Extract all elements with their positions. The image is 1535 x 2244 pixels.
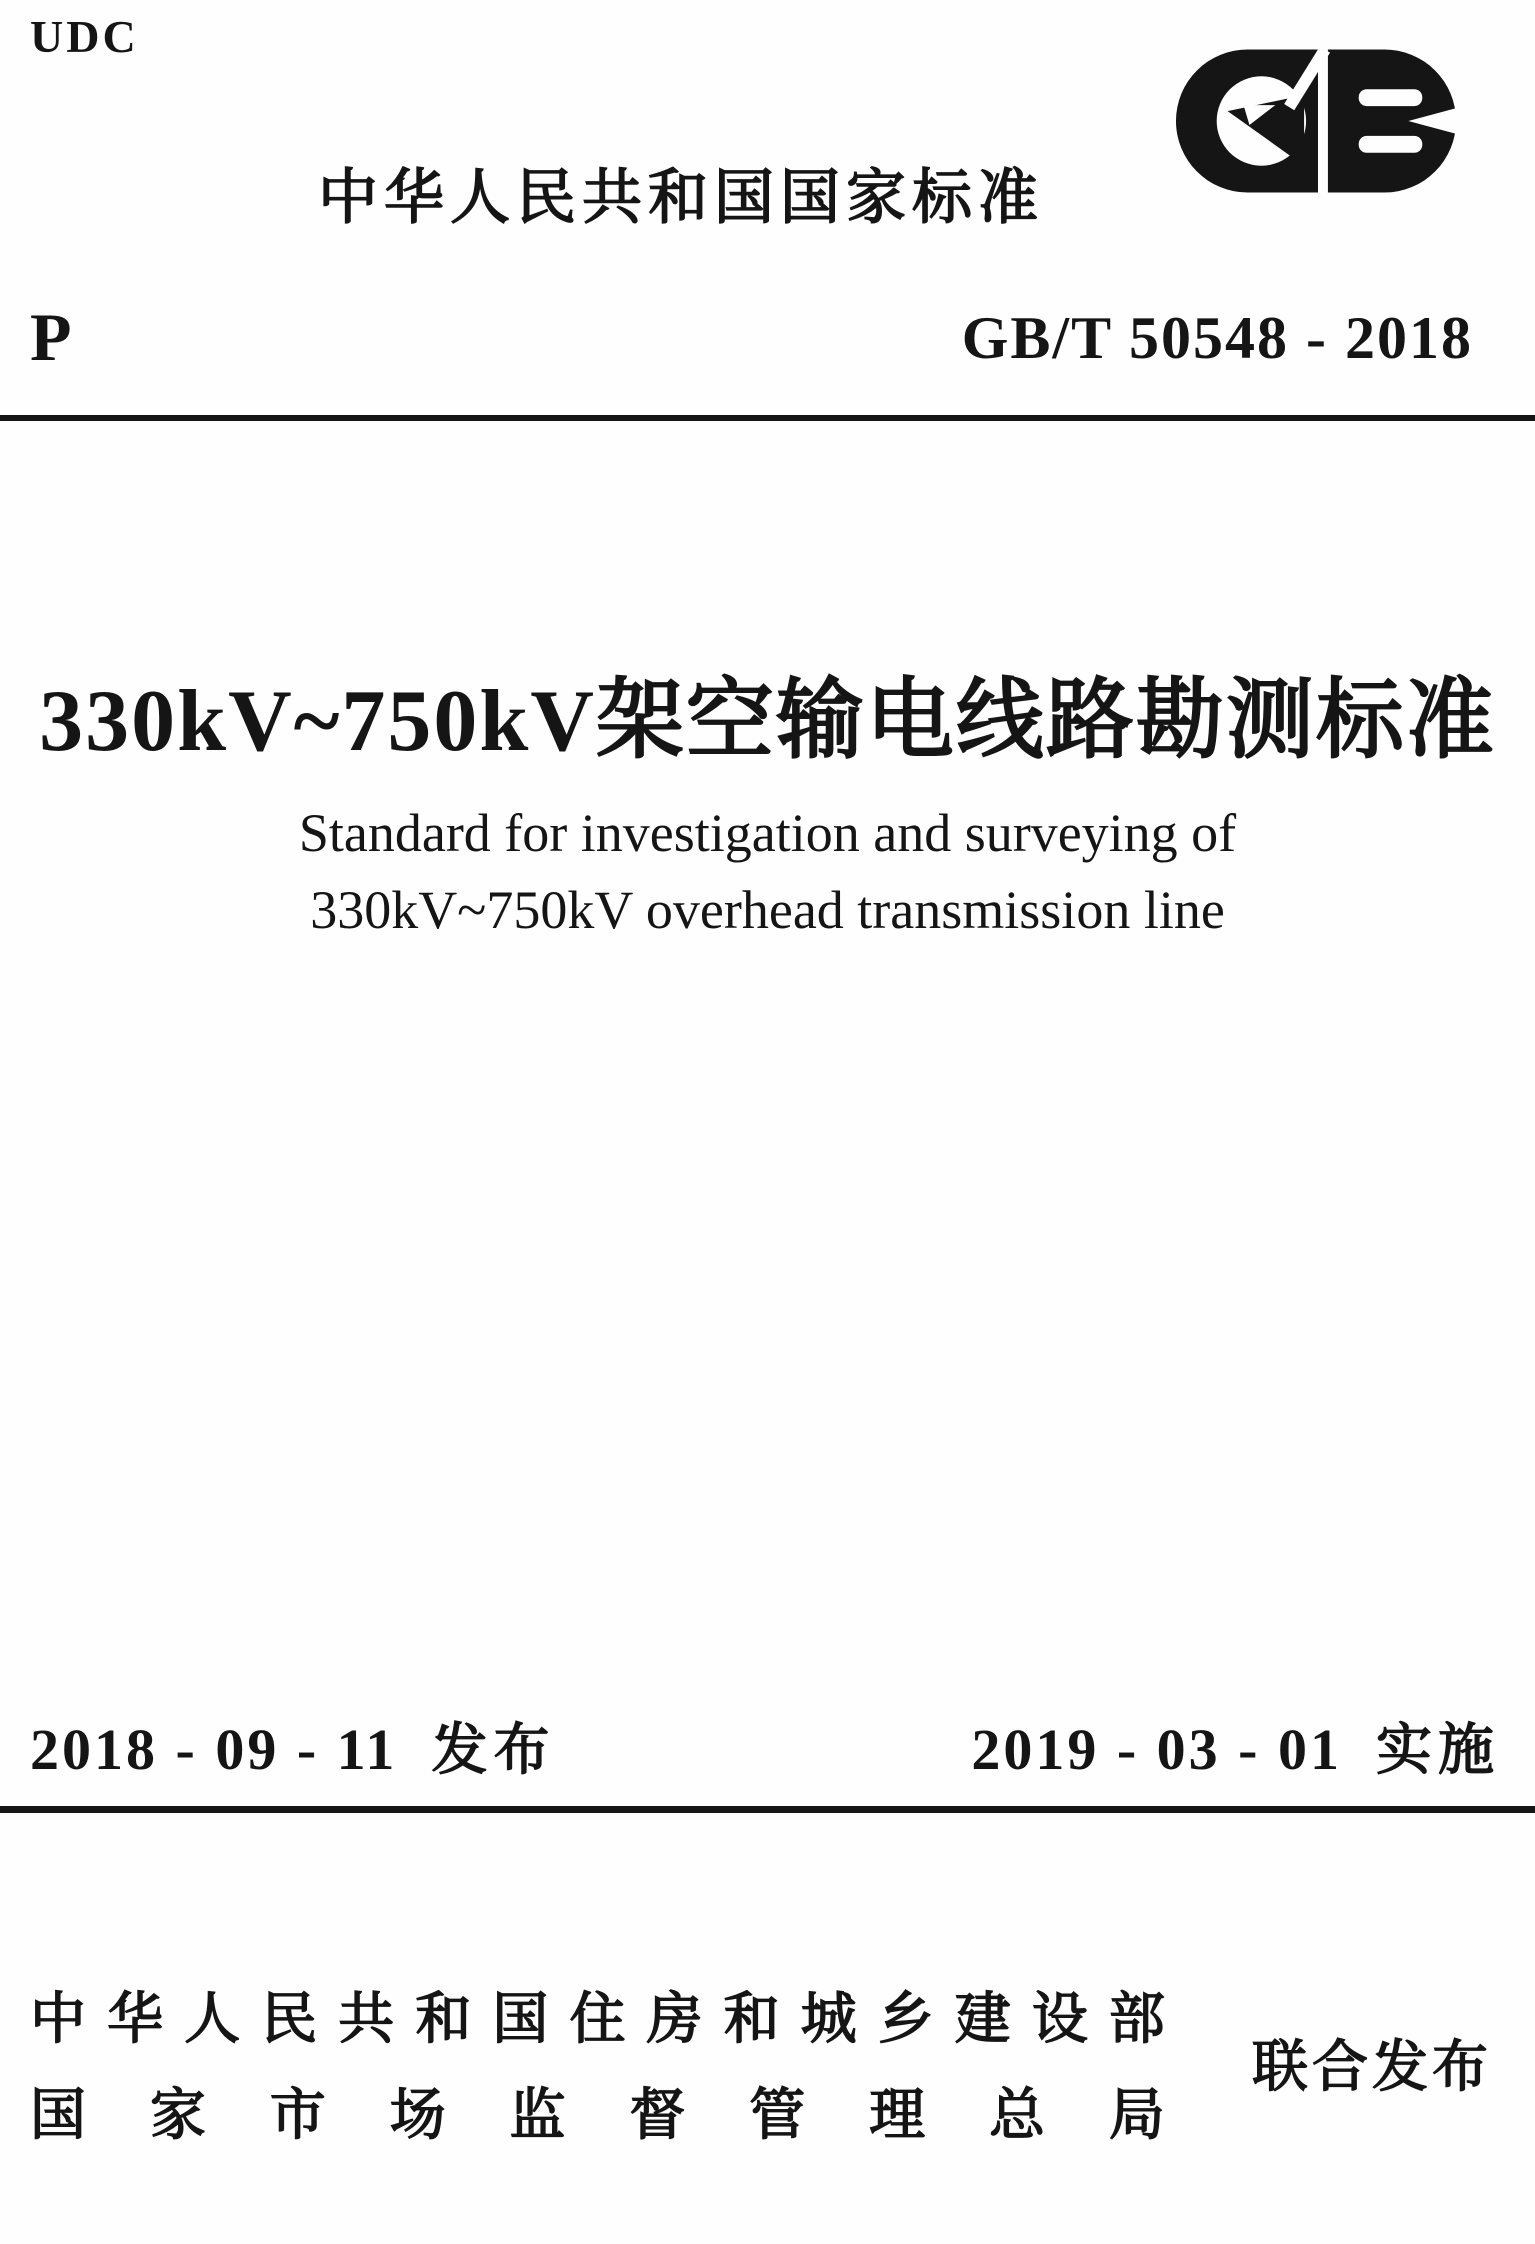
implement-date-group — [971, 1706, 1500, 1786]
implement-date: 2019 - 03 - 01 — [971, 1717, 1342, 1782]
publisher-line1: 中 华 人 民 共 和 国 住 房 和 城 乡 建 设 部 — [30, 1987, 1165, 2050]
standard-title-en-line2: 330kV~750kV overhead transmission line — [310, 879, 1225, 940]
doc-class-letter: P — [30, 299, 72, 375]
dates-row — [30, 1706, 1500, 1786]
gb-logo-icon — [1172, 45, 1460, 197]
standard-title-zh: 330kV~750kV架空输电线路勘测标准 — [39, 673, 1496, 770]
standard-title-en-line1: Standard for investigation and surveying of — [298, 803, 1237, 863]
implement-label: 实施 — [1376, 1718, 1500, 1781]
publisher-names — [30, 1975, 1165, 2151]
issue-label: 发布 — [431, 1718, 556, 1781]
publisher-block — [30, 1975, 1492, 2151]
joint-publish-label: 联合发布 — [1252, 2035, 1492, 2098]
publisher-line2: 国 家 市 场 监 督 管 理 总 局 — [30, 2083, 1165, 2146]
issue-date-group — [30, 1706, 555, 1786]
standard-number: GB/T 50548 - 2018 — [961, 305, 1473, 371]
standard-title-en — [0, 795, 1535, 948]
bottom-divider-rule — [0, 1806, 1535, 1813]
national-standard-heading: 中华人民共和国国家标准 — [318, 164, 1044, 231]
udc-mark: UDC — [30, 11, 139, 62]
top-divider-rule — [0, 415, 1535, 421]
issue-date: 2018 - 09 - 11 — [30, 1717, 398, 1782]
